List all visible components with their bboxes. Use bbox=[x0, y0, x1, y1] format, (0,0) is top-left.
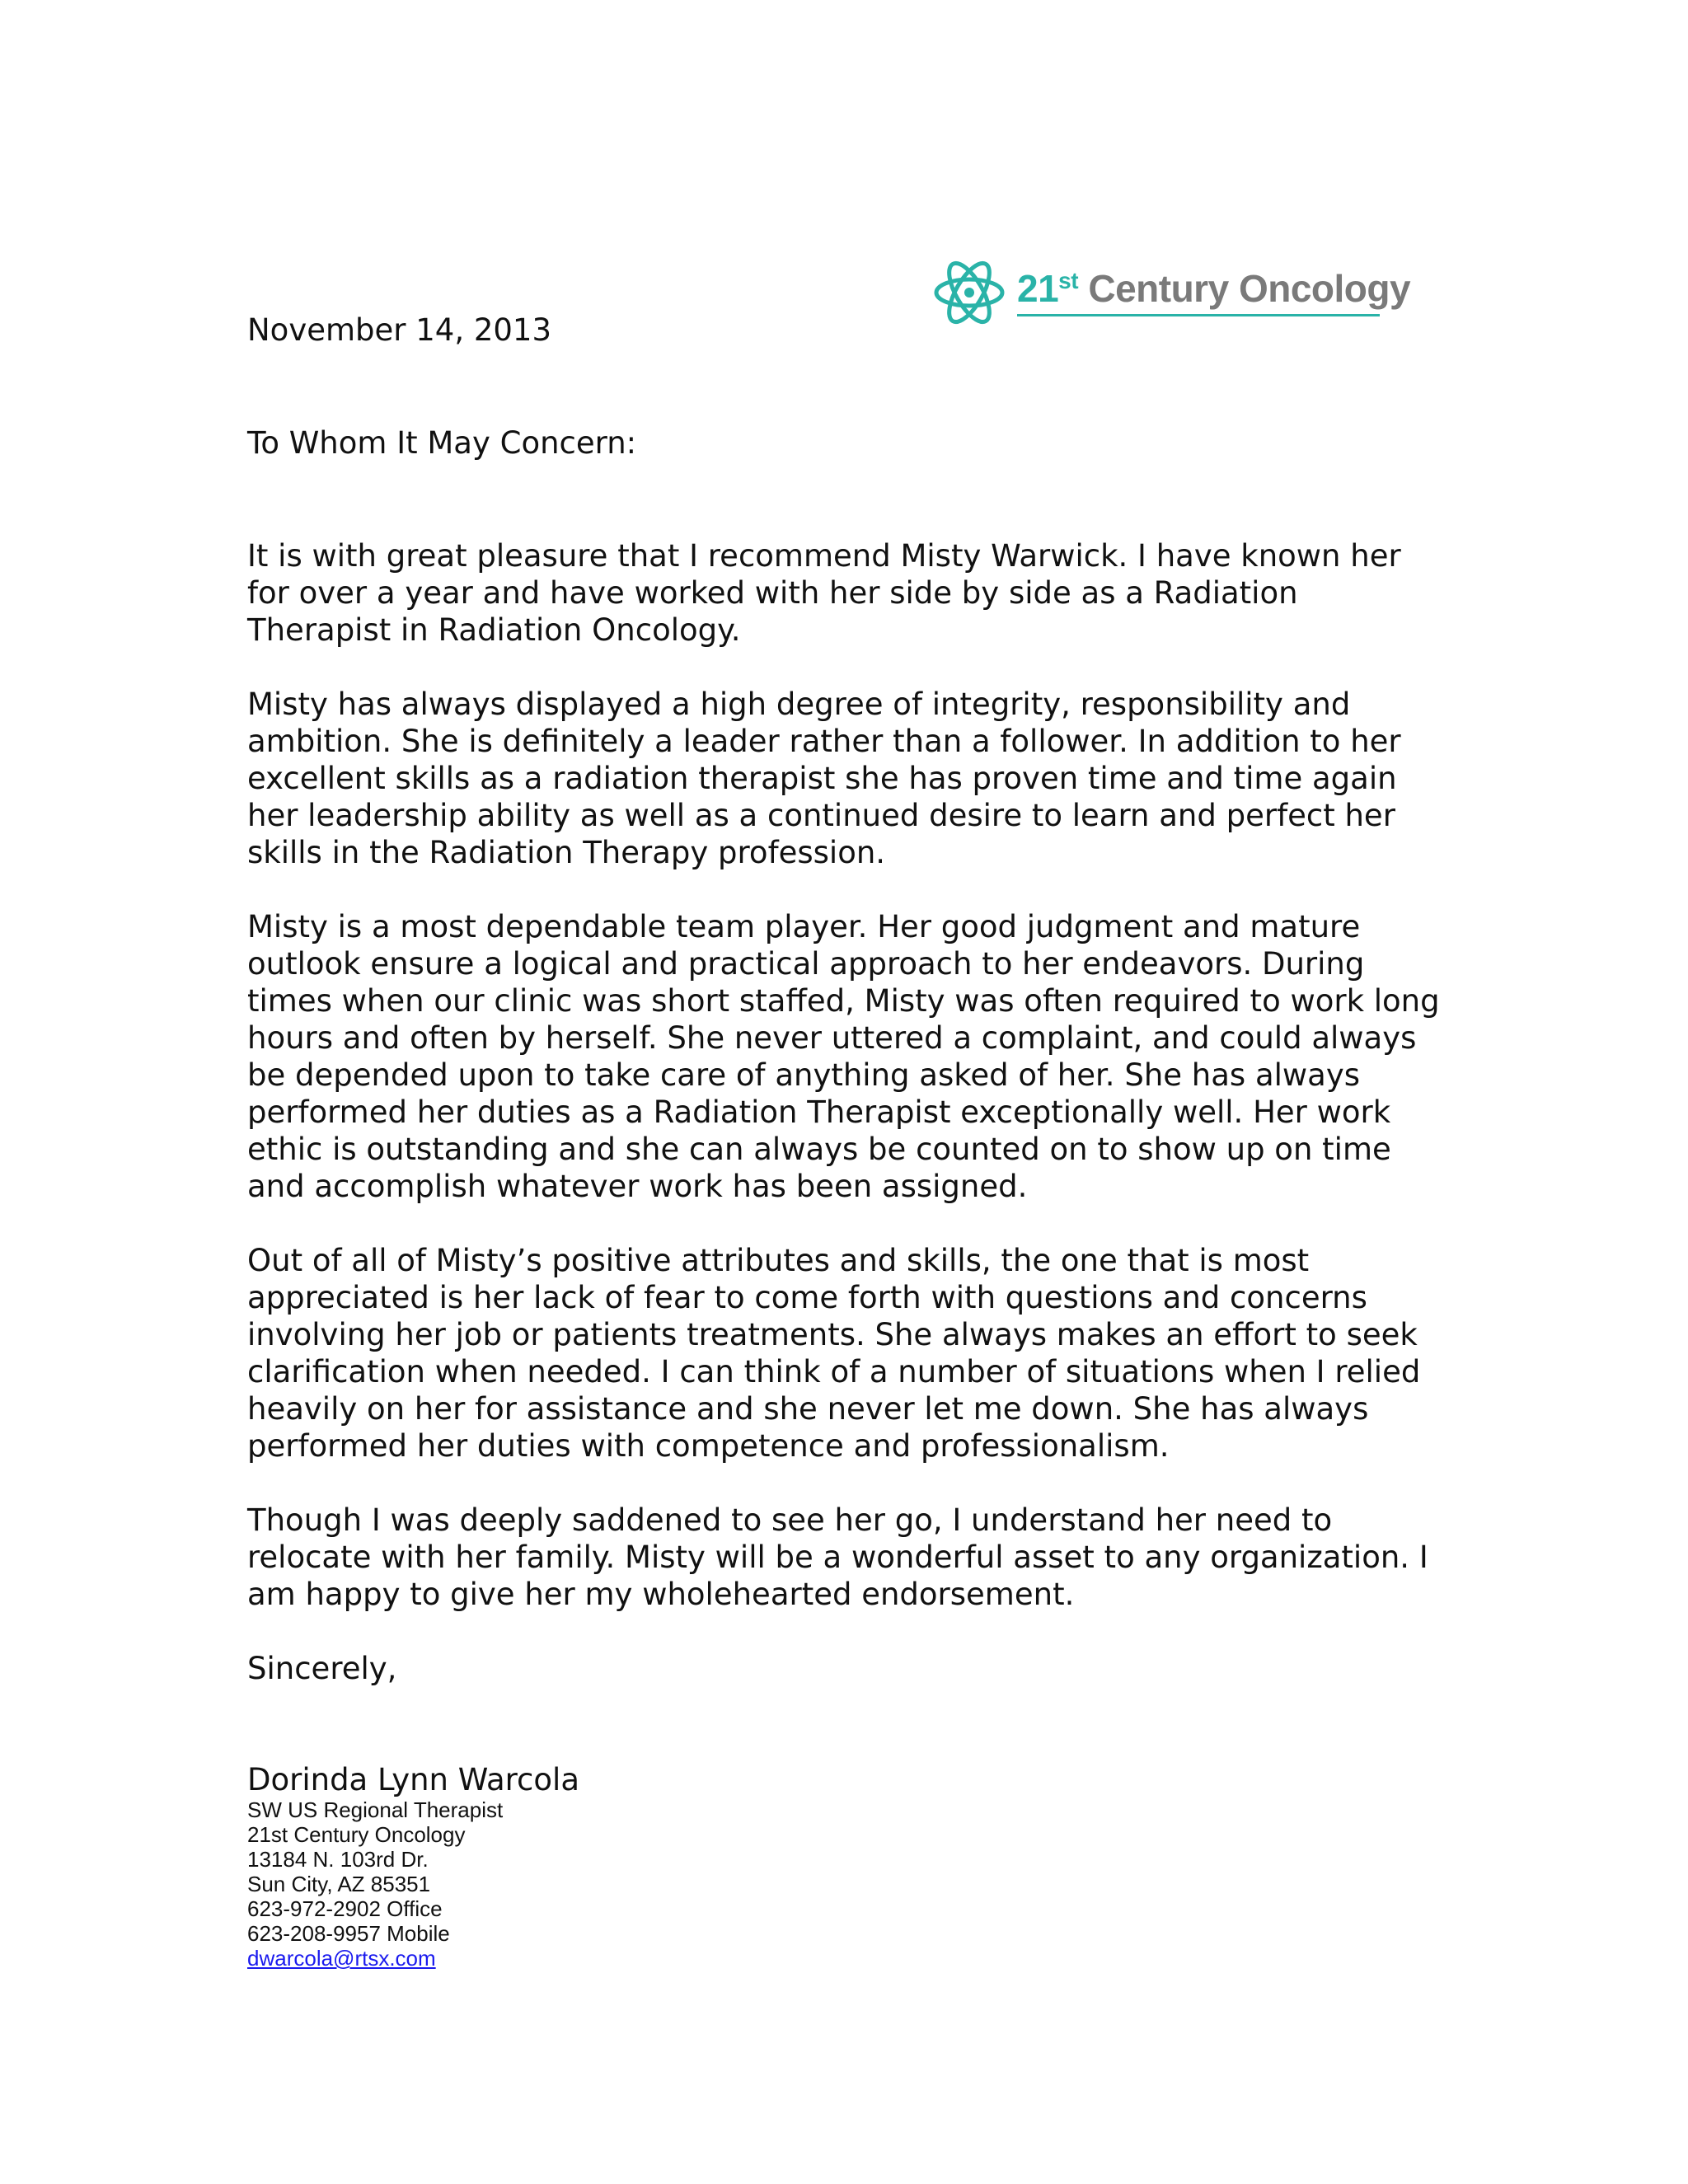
letter-body bbox=[247, 312, 1451, 1971]
signature-email-link[interactable]: dwarcola@rtsx.com bbox=[247, 1946, 436, 1971]
closing: Sincerely, bbox=[247, 1651, 397, 1686]
logo-name: Century Oncology bbox=[1078, 266, 1411, 310]
signature-block bbox=[247, 1797, 1451, 1971]
signature-street: 13184 N. 103rd Dr. bbox=[247, 1847, 429, 1872]
paragraph: Out of all of Misty’s positive attributes and skills, the one that is most appreciated is her lack of fear to come forth with questions and concerns involving her job or patients treatments. She always makes an effort to seek clarification when needed. I can think of a number of situations when I relied heavily on her for assistance and she never let me down. She has always performed her duties with competence and professionalism. bbox=[247, 1243, 1421, 1464]
signature-name: Dorinda Lynn Warcola bbox=[247, 1762, 579, 1797]
signature-company: 21st Century Oncology bbox=[247, 1822, 466, 1847]
letter-date: November 14, 2013 bbox=[247, 312, 552, 348]
paragraph: Misty is a most dependable team player. Her good judgment and mature outlook ensure a logical and practical approach to her endeavors. During times when our clinic was short staffed, Misty was often required to work long hours and often by herself. She never uttered a complaint, and could always be depended upon to take care of anything asked of her. She has always performed her duties as a Radiation Therapist exceptionally well. Her work ethic is outstanding and she can always be counted on to show up on time and accomplish whatever work has been assigned. bbox=[247, 909, 1440, 1204]
logo-number: 21 bbox=[1017, 266, 1059, 310]
paragraph: Misty has always displayed a high degree of integrity, responsibility and ambition. She is definitely a leader rather than a follower. In addition to her excellent skills as a radiation therapist she has proven time and time again her leadership ability as well as a continued desire to learn and perfect her skills in the Radiation Therapy profession. bbox=[247, 687, 1401, 870]
signature-city: Sun City, AZ 85351 bbox=[247, 1872, 431, 1896]
signature-mobile-phone: 623-208-9957 Mobile bbox=[247, 1921, 450, 1946]
logo-superscript: st bbox=[1058, 267, 1079, 293]
paragraph: Though I was deeply saddened to see her go, I understand her need to relocate with her family. Misty will be a wonderful asset to any organization. I am happy to give her my wholehearted endorsement. bbox=[247, 1502, 1428, 1612]
paragraph: It is with great pleasure that I recommend Misty Warwick. I have known her for over a year and have worked with her side by side as a Radiation Therapist in Radiation Oncology. bbox=[247, 538, 1401, 648]
signature-title: SW US Regional Therapist bbox=[247, 1797, 504, 1822]
logo-text bbox=[1017, 266, 1411, 310]
signature-office-phone: 623-972-2902 Office bbox=[247, 1896, 443, 1921]
salutation: To Whom It May Concern: bbox=[247, 425, 637, 461]
